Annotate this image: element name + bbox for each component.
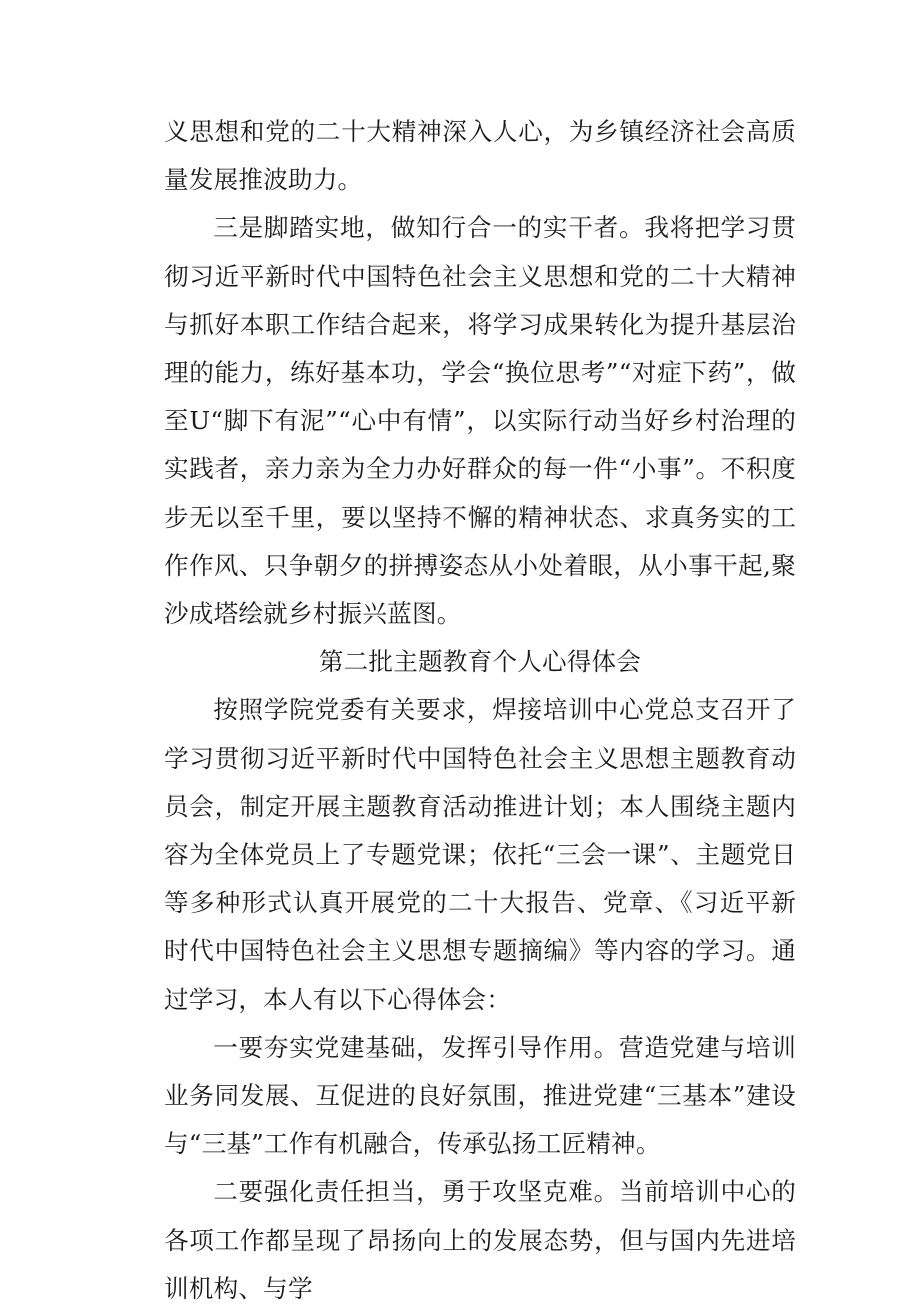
paragraph-continuation: 义思想和党的二十大精神深入人心，为乡镇经济社会高质量发展推波助力。: [164, 117, 796, 195]
document-body: [164, 108, 796, 1313]
paragraph-intro: 按照学院党委有关要求，焊接培训中心党总支召开了学习贯彻习近平新时代中国特色社会主义思想主题教育动员会，制定开展主题教育活动推进计划；本人围绕主题内容为全体党员上了专题党课；依托“三会一课”、主题党日等多种形式认真开展党的二十大报告、党章、《习近平新时代中国特色社会主义思想专题摘编》等内容的学习。通过学习，本人有以下心得体会：: [164, 695, 796, 1014]
paragraph-point-two: 二要强化责任担当，勇于攻坚克难。当前培训中心的各项工作都呈现了昂扬向上的发展态势，但与国内先进培训机构、与学: [164, 1177, 796, 1303]
paragraph-point-one: 一要夯实党建基础，发挥引导作用。营造党建与培训业务同发展、互促进的良好氛围，推进党建“三基本”建设与“三基”工作有机融合，传承弘扬工匠精神。: [164, 1032, 796, 1159]
paragraph-third-point: 三是脚踏实地，做知行合一的实干者。我将把学习贯彻习近平新时代中国特色社会主义思想和党的二十大精神与抓好本职工作结合起来，将学习成果转化为提升基层治理的能力，练好基本功，学会“换位思考”“对症下药”，做至U“脚下有泥”“心中有情”，以实际行动当好乡村治理的实践者，亲力亲为全力办好群众的每一件“小事”。不积度步无以至千里，要以坚持不懈的精神状态、求真务实的工作作风、只争朝夕的拼搏姿态从小处着眼，从小事干起,聚沙成塔绘就乡村振兴蓝图。: [164, 213, 796, 629]
section-heading: 第二批主题教育个人心得体会: [318, 647, 642, 677]
